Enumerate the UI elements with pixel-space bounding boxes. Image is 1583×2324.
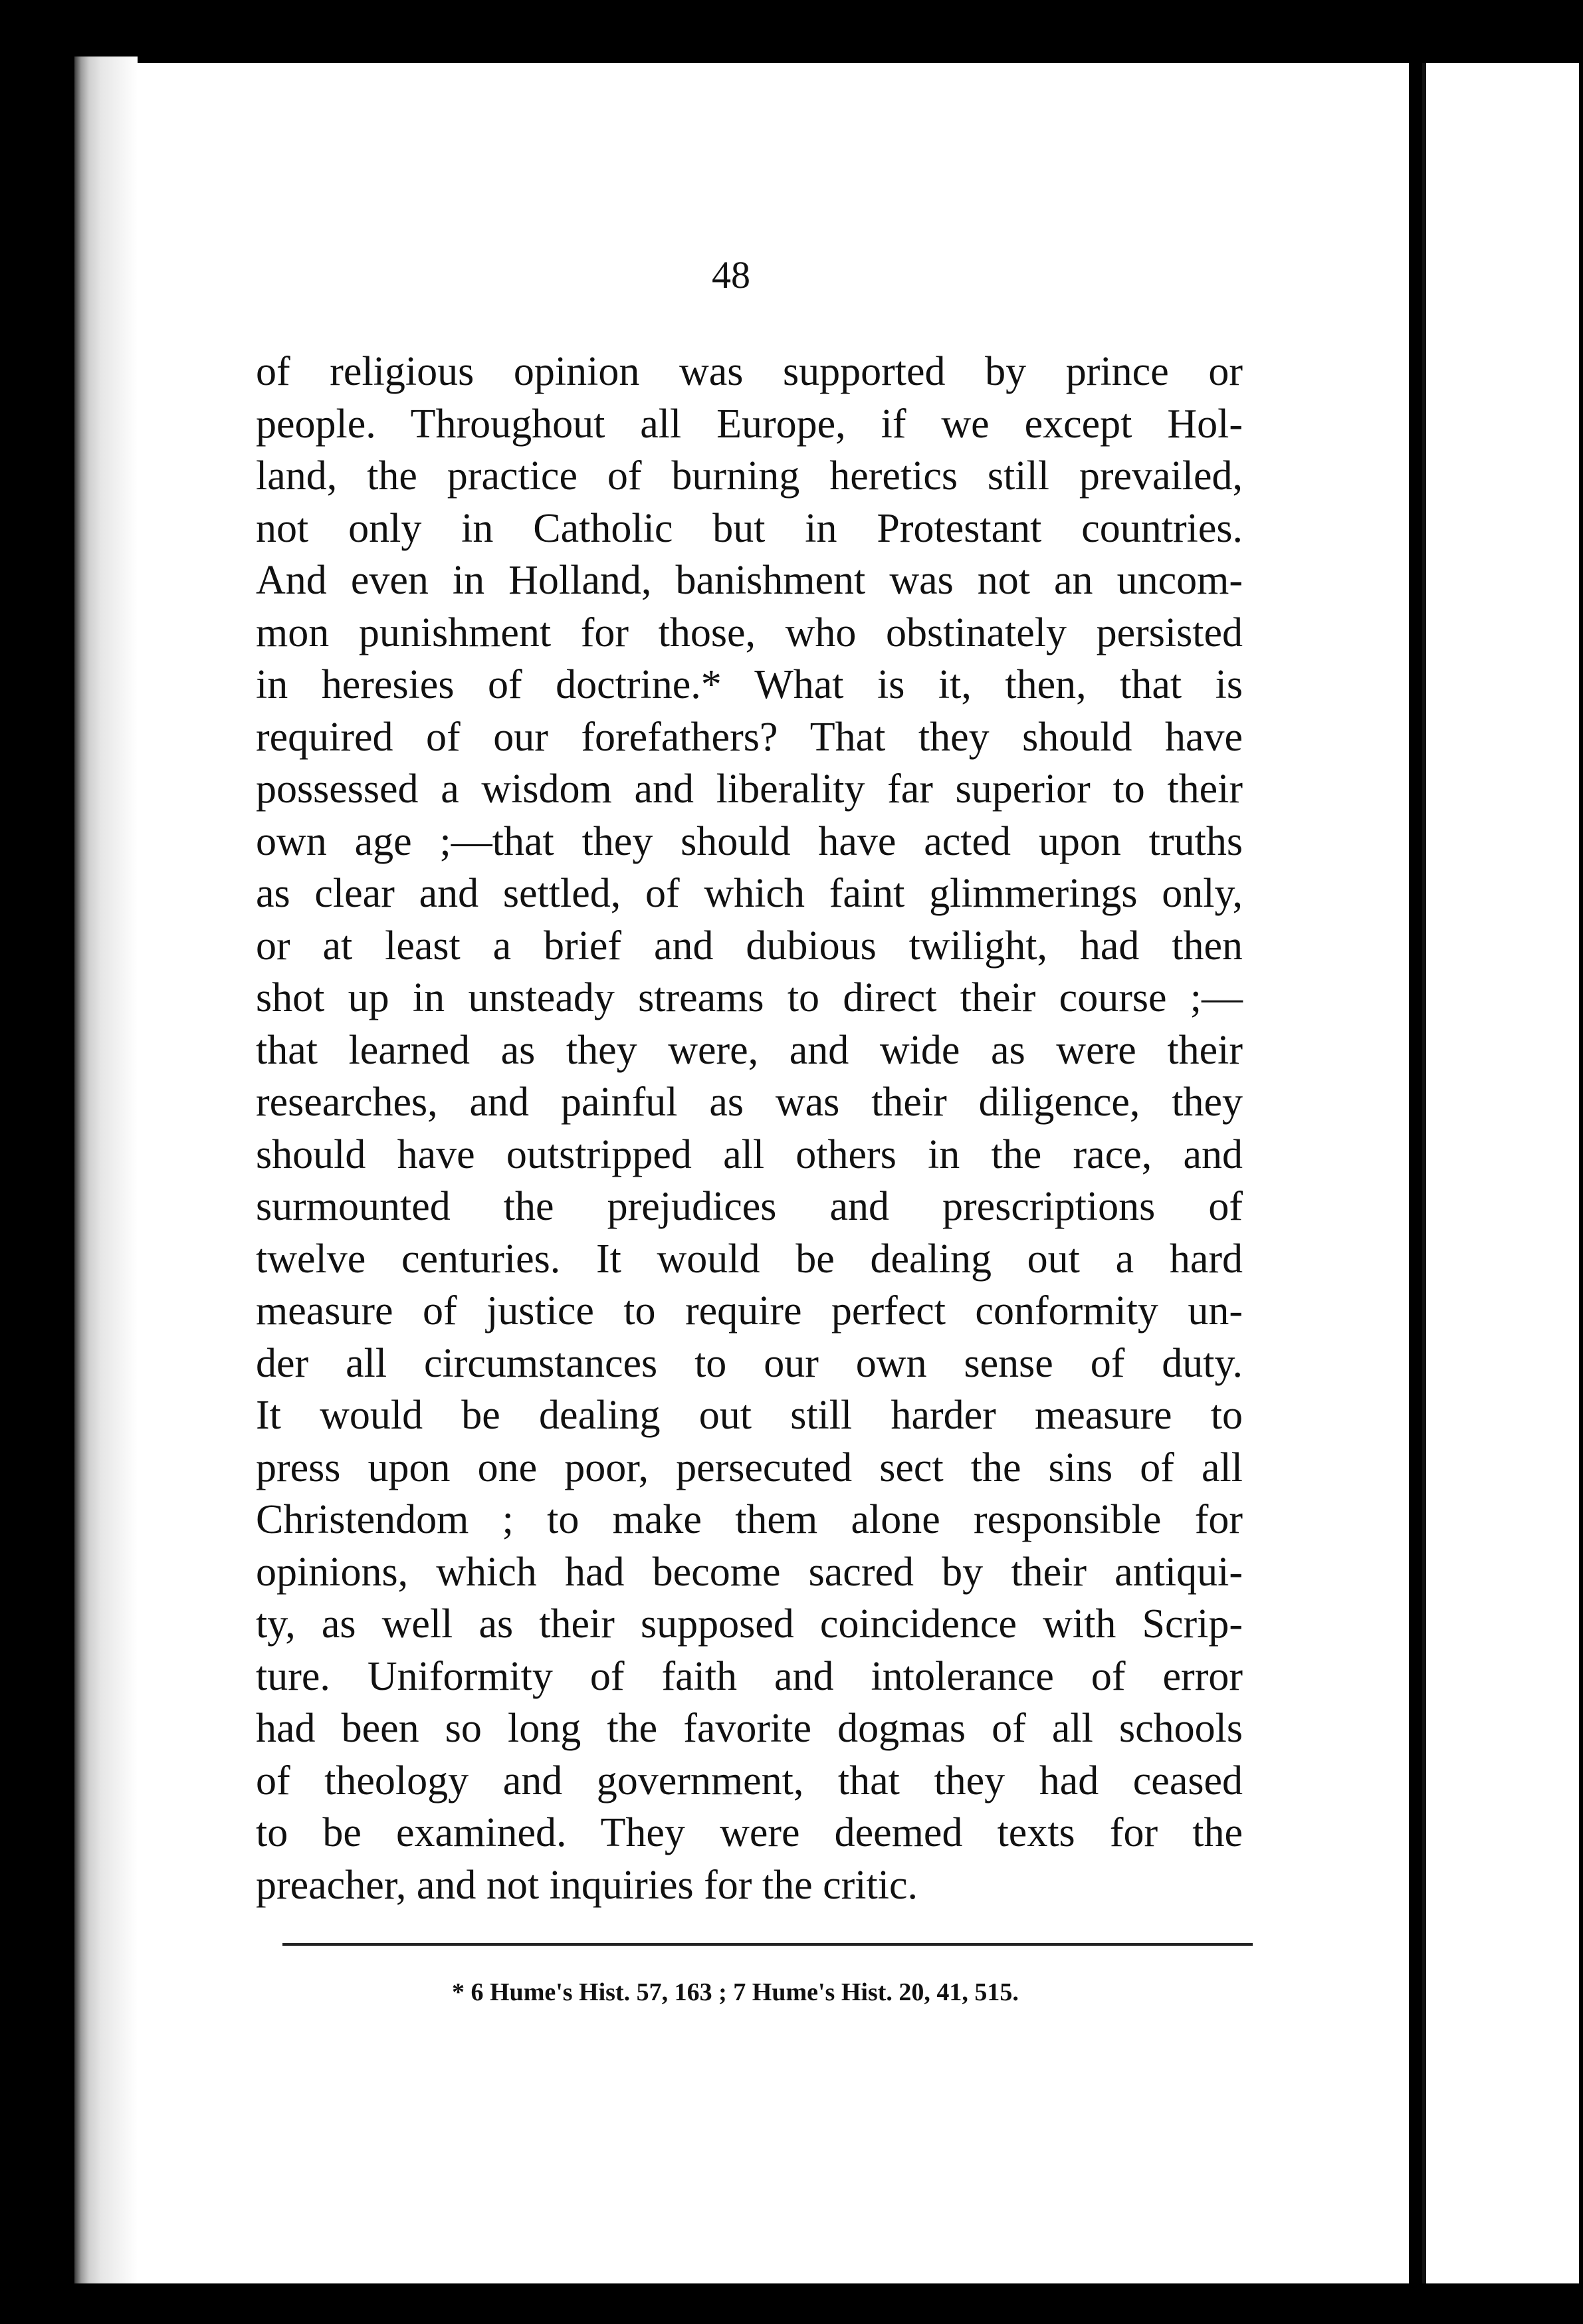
- text-line: preacher, and not inquiries for the critic.: [256, 1862, 918, 1908]
- page-number: 48: [712, 253, 750, 296]
- text-line: in heresies of doctrine.* What is it, then, that is: [256, 662, 1243, 707]
- text-line: of religious opinion was supported by prince or: [256, 349, 1243, 394]
- footnote: * 6 Hume's Hist. 57, 163 ; 7 Hume's Hist. 20, 41, 515.: [452, 1978, 1019, 2006]
- text-line: press upon one poor, persecuted sect the sins of all: [256, 1445, 1243, 1490]
- text-line: of theology and government, that they had ceased: [256, 1758, 1243, 1803]
- text-line: mon punishment for those, who obstinately persisted: [256, 610, 1243, 655]
- text-line: not only in Catholic but in Protestant countries.: [256, 505, 1243, 551]
- text-line: had been so long the favorite dogmas of all schools: [256, 1706, 1243, 1751]
- footnote-divider: [282, 1943, 1253, 1946]
- text-line: should have outstripped all others in the race, and: [256, 1131, 1243, 1177]
- text-line: ture. Uniformity of faith and intolerance of error: [256, 1653, 1243, 1699]
- text-line: shot up in unsteady streams to direct their course ;—: [256, 975, 1243, 1020]
- text-line: land, the practice of burning heretics still prevailed,: [256, 453, 1243, 499]
- text-line: required of our forefathers? That they should have: [256, 714, 1243, 760]
- page-gutter-edge: [74, 57, 138, 2290]
- text-line: own age ;—that they should have acted upon truths: [256, 818, 1243, 864]
- text-line: surmounted the prejudices and prescriptions of: [256, 1184, 1243, 1229]
- text-line: possessed a wisdom and liberality far superior to their: [256, 766, 1243, 812]
- body-text: [256, 346, 1243, 1911]
- text-line: or at least a brief and dubious twilight, had then: [256, 923, 1243, 969]
- scan-border: [0, 2283, 1583, 2324]
- text-line: And even in Holland, banishment was not an uncom-: [256, 558, 1243, 603]
- text-line: opinions, which had become sacred by their antiqui-: [256, 1549, 1243, 1595]
- text-line: as clear and settled, of which faint glimmerings only,: [256, 871, 1243, 916]
- text-line: Christendom ; to make them alone responsible for: [256, 1497, 1243, 1542]
- text-line: der all circumstances to our own sense of duty.: [256, 1340, 1243, 1386]
- text-line: that learned as they were, and wide as were their: [256, 1027, 1243, 1073]
- text-line: It would be dealing out still harder measure to: [256, 1393, 1243, 1438]
- text-line: people. Throughout all Europe, if we except Hol-: [256, 401, 1243, 447]
- text-line: ty, as well as their supposed coincidence with Scrip-: [256, 1601, 1243, 1647]
- text-line: measure of justice to require perfect conformity un-: [256, 1288, 1243, 1334]
- adjacent-page-edge: [1422, 63, 1579, 2283]
- text-line: twelve centuries. It would be dealing out a hard: [256, 1236, 1243, 1282]
- text-line: to be examined. They were deemed texts for the: [256, 1810, 1243, 1855]
- text-line: researches, and painful as was their diligence, they: [256, 1080, 1243, 1125]
